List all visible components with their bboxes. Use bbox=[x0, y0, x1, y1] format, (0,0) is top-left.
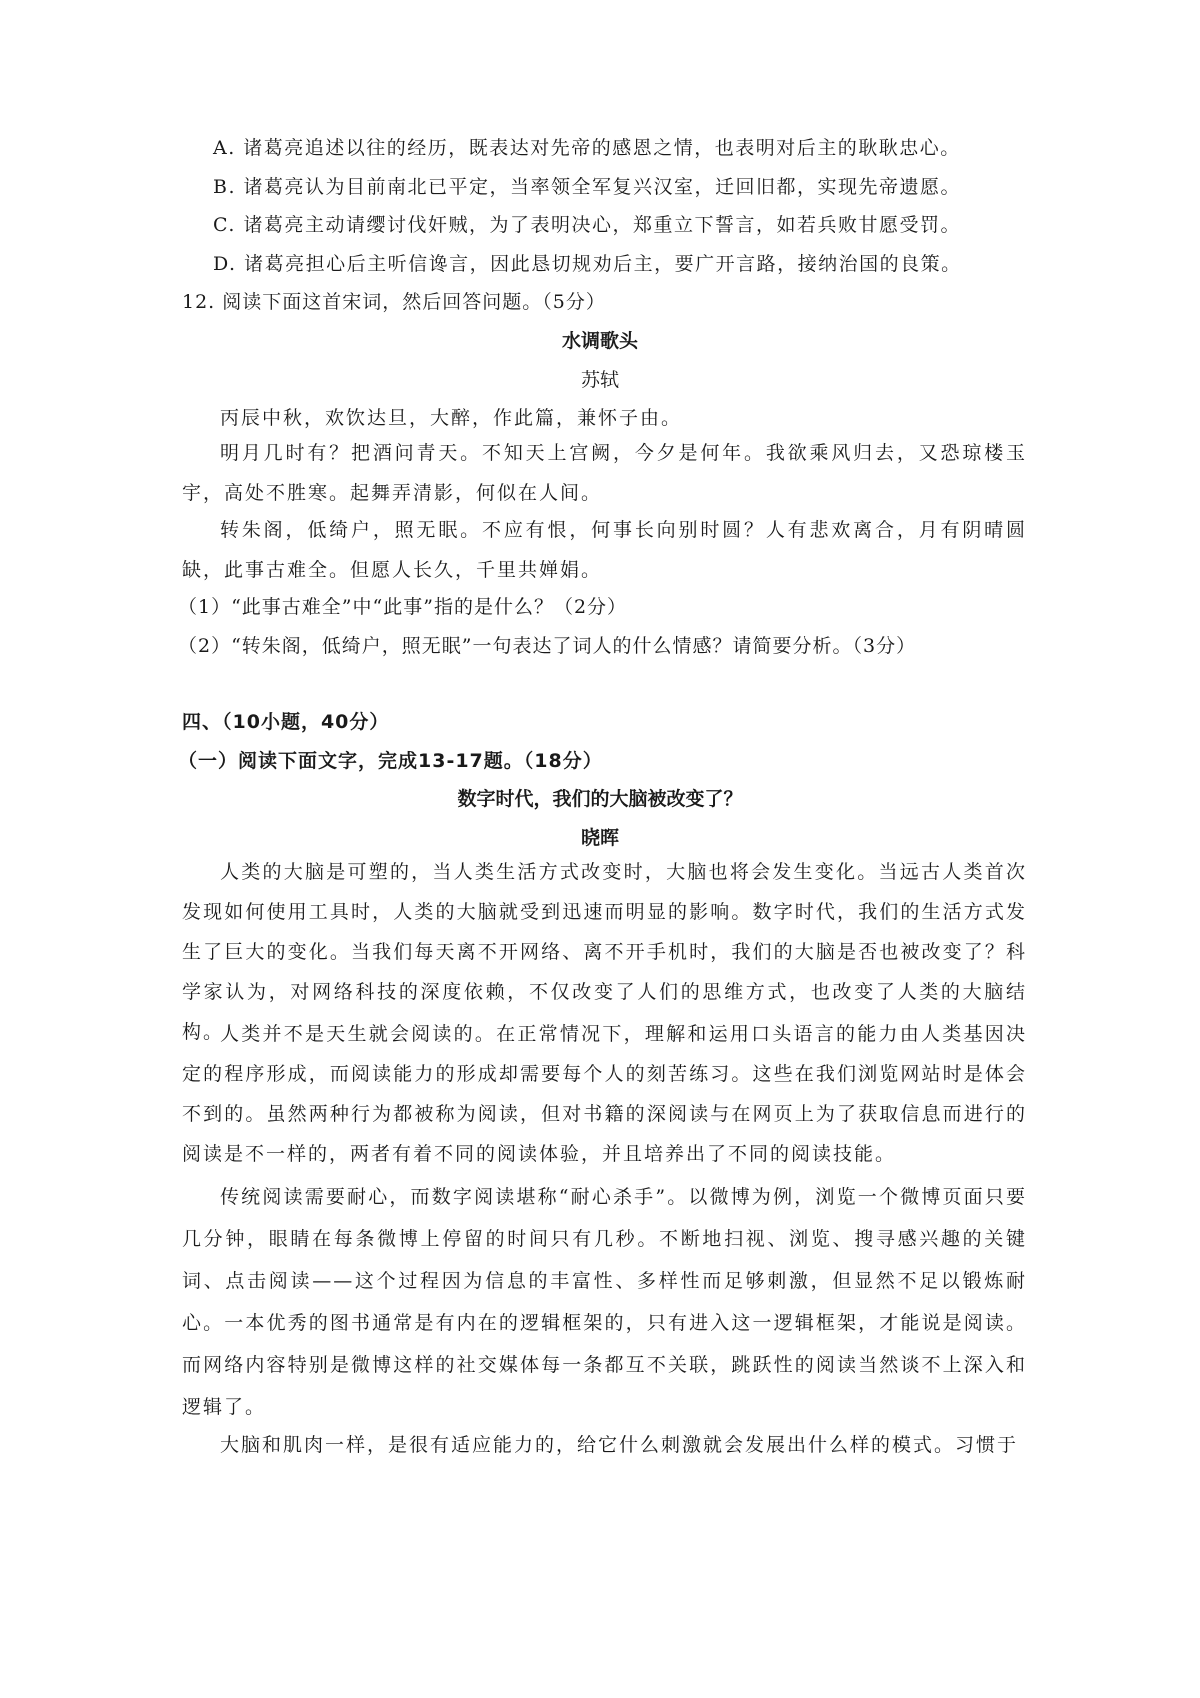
q12-sub-1: （1）“此事古难全”中“此事”指的是什么？（2分） bbox=[178, 596, 628, 618]
q11-option-b: B. 诸葛亮认为目前南北已平定，当率领全军复兴汉室，迁回旧都，实现先帝遗愿。 bbox=[213, 176, 962, 198]
section-4-part-1: （一）阅读下面文字，完成13-17题。（18分） bbox=[178, 750, 603, 772]
article-author: 晓晖 bbox=[580, 827, 619, 849]
article-paragraph-2: 人类并不是天生就会阅读的。在正常情况下，理解和运用口头语言的能力由人类基因决定的程序形成，而阅读能力的形成却需要每个人的刻苦练习。这些在我们浏览网站时是体会不到的。虽然两种行为都被称为阅读，但对书籍的深阅读与在网页上为了获取信息而进行的阅读是不一样的，两者有着不同的阅读体验，并且培养出了不同的阅读技能。 bbox=[182, 1023, 1027, 1165]
poem-stanza-1: 明月几时有？把酒问青天。不知天上宫阙，今夕是何年。我欲乘风归去，又恐琼楼玉宇，高处不胜寒。起舞弄清影，何似在人间。 bbox=[182, 442, 1027, 504]
article-paragraph-3: 传统阅读需要耐心，而数字阅读堪称“耐心杀手”。以微博为例，浏览一个微博页面只要几分钟，眼睛在每条微博上停留的时间只有几秒。不断地扫视、浏览、搜寻感兴趣的关键词、点击阅读——这个过程因为信息的丰富性、多样性而足够刺激，但显然不足以锻炼耐心。一本优秀的图书通常是有内在的逻辑框架的，只有进入这一逻辑框架，才能说是阅读。而网络内容特别是微博这样的社交媒体每一条都互不关联，跳跃性的阅读当然谈不上深入和逻辑了。 bbox=[182, 1186, 1027, 1418]
q12-prompt: 12. 阅读下面这首宋词，然后回答问题。（5分） bbox=[182, 291, 606, 313]
article-paragraph-1: 人类的大脑是可塑的，当人类生活方式改变时，大脑也将会发生变化。当远古人类首次发现如何使用工具时，人类的大脑就受到迅速而明显的影响。数字时代，我们的生活方式发生了巨大的变化。当我们每天离不开网络、离不开手机时，我们的大脑是否也被改变了？科学家认为，对网络科技的深度依赖，不仅改变了人们的思维方式，也改变了人类的大脑结构。 bbox=[182, 861, 1027, 1043]
poem-title: 水调歌头 bbox=[561, 330, 638, 352]
q11-option-a: A. 诸葛亮追述以往的经历，既表达对先帝的感恩之情，也表明对后主的耿耿忠心。 bbox=[213, 137, 961, 159]
article-title: 数字时代，我们的大脑被改变了？ bbox=[457, 788, 743, 810]
poem-author: 苏轼 bbox=[580, 369, 619, 391]
article-paragraph-4: 大脑和肌肉一样，是很有适应能力的，给它什么刺激就会发展出什么样的模式。习惯于 bbox=[220, 1434, 1019, 1456]
poem-preface: 丙辰中秋，欢饮达旦，大醉，作此篇，兼怀子由。 bbox=[220, 407, 683, 429]
poem-stanza-2: 转朱阁，低绮户，照无眠。不应有恨，何事长向别时圆？人有悲欢离合，月有阴晴圆缺，此事古难全。但愿人长久，千里共婵娟。 bbox=[182, 519, 1027, 581]
q11-option-d: D. 诸葛亮担心后主听信谗言，因此恳切规劝后主，要广开言路，接纳治国的良策。 bbox=[213, 253, 962, 275]
section-4-heading: 四、（10小题，40分） bbox=[182, 711, 390, 733]
q12-sub-2: （2）“转朱阁，低绮户，照无眠”一句表达了词人的什么情感？请简要分析。（3分） bbox=[178, 635, 917, 657]
q11-option-c: C. 诸葛亮主动请缨讨伐奸贼，为了表明决心，郑重立下誓言，如若兵败甘愿受罚。 bbox=[213, 214, 961, 236]
